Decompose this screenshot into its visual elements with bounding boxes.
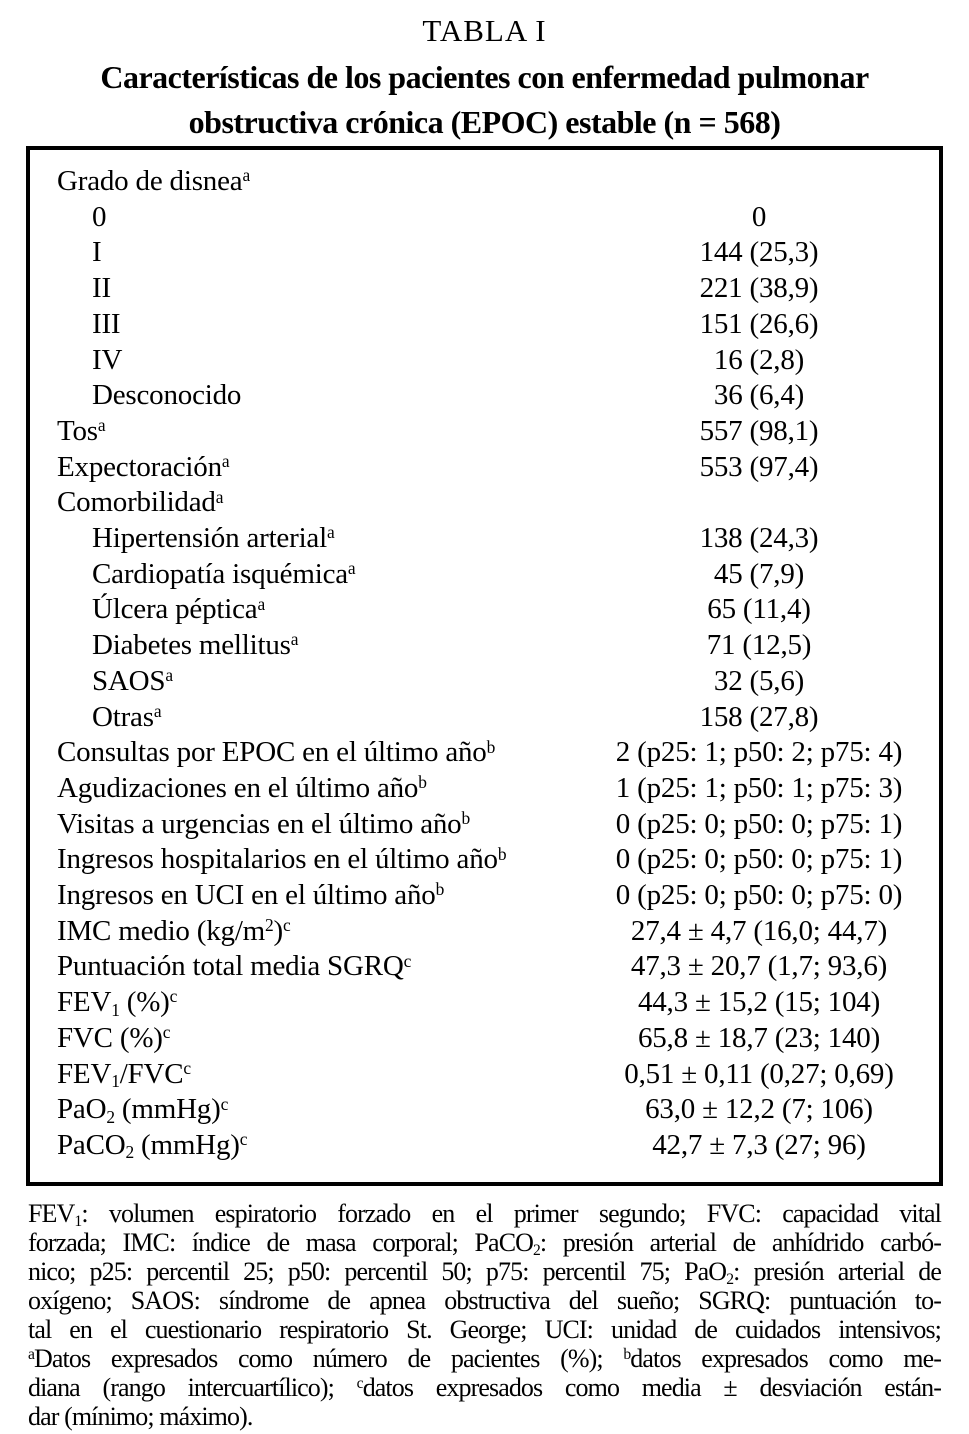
row-value: 158 (27,8) <box>699 700 819 733</box>
row-label: IMC medio $(kg/m^2)^c$ <box>57 914 291 947</box>
row-value: 0 (p25: 0; p50: 0; p75: 1) <box>615 807 903 840</box>
table-row <box>30 842 939 878</box>
row-label: Hipertensión arterial$^a$ <box>92 522 335 555</box>
row-label: II <box>92 272 111 305</box>
row-value: 144 (25,3) <box>699 236 819 269</box>
table-row <box>30 1021 939 1057</box>
row-label: Ingresos en UCI en el último año$^b$ <box>57 879 445 912</box>
table-row <box>30 807 939 843</box>
row-label: $FEV_1/FVC^c$ <box>57 1057 191 1091</box>
row-value: 65,8 ± 18,7 (23; 140) <box>637 1021 881 1054</box>
row-label: Diabetes mellitus$^a$ <box>92 629 299 662</box>
table-row <box>30 343 939 379</box>
row-value: 221 (38,9) <box>699 272 819 305</box>
footnote-line: oxígeno; SAOS: síndrome de apnea obstructiva del sueño; SGRQ: puntuación to- <box>28 1285 941 1315</box>
row-value: 71 (12,5) <box>706 629 812 662</box>
table-rows <box>30 164 939 1164</box>
row-label: IV <box>92 343 123 376</box>
row-value: 0 (p25: 0; p50: 0; p75: 0) <box>615 879 903 912</box>
row-value: 0 (p25: 0; p50: 0; p75: 1) <box>615 843 903 876</box>
footnote-line: diana (rango intercuartílico); $^c$datos expresados como media ± desviación están- <box>28 1372 941 1402</box>
row-label: Agudizaciones en el último año$^b$ <box>57 771 427 804</box>
footnote-line: tal en el cuestionario respiratorio St. George; UCI: unidad de cuidados intensivos; <box>28 1314 941 1344</box>
table-row <box>30 485 939 521</box>
table-row <box>30 735 939 771</box>
row-value: 63,0 ± 12,2 (7; 106) <box>645 1093 873 1126</box>
row-label: I <box>92 236 102 269</box>
table-row <box>30 1092 939 1128</box>
row-label: Consultas por EPOC en el último año$^b$ <box>57 736 496 769</box>
row-value: 0 <box>751 200 767 233</box>
footnote-line: $FEV_1$: volumen espiratorio forzado en el primer segundo; FVC: capacidad vital <box>28 1198 941 1230</box>
row-label: III <box>92 307 121 340</box>
table-row <box>30 378 939 414</box>
row-label: Tos$^a$ <box>57 414 106 447</box>
row-value: 44,3 ± 15,2 (15; 104) <box>637 986 881 1019</box>
row-value: 27,4 ± 4,7 (16,0; 44,7) <box>630 914 888 947</box>
table-body-box <box>26 146 943 1186</box>
table-title-line-1: Características de los pacientes con enfermedad pulmonar <box>100 59 869 95</box>
row-value: 2 (p25: 1; p50: 2; p75: 4) <box>615 736 903 769</box>
table-footnote <box>28 1199 941 1431</box>
table-row <box>30 200 939 236</box>
table-row <box>30 949 939 985</box>
row-label: FVC (%)$^c$ <box>57 1021 171 1054</box>
row-label: Úlcera péptica$^a$ <box>92 593 265 626</box>
row-label: Visitas a urgencias en el último año$^b$ <box>57 807 470 840</box>
row-label: Comorbilidad$^a$ <box>57 486 224 519</box>
row-label: 0 <box>92 200 107 233</box>
table-title-line-2: obstructiva crónica (EPOC) estable (n = 568) <box>188 104 781 140</box>
table-row <box>30 985 939 1021</box>
row-value: 16 (2,8) <box>713 343 805 376</box>
row-value: 1 (p25: 1; p50: 1; p75: 3) <box>615 771 903 804</box>
row-label: Grado de disnea$^a$ <box>57 165 250 197</box>
table-row <box>30 164 939 200</box>
row-value: 151 (26,6) <box>699 307 819 340</box>
table-row <box>30 771 939 807</box>
row-value: 65 (11,4) <box>707 593 811 626</box>
row-value: 557 (98,1) <box>699 414 819 447</box>
row-value: 45 (7,9) <box>713 557 805 590</box>
footnote-line: dar (mínimo; máximo). <box>28 1401 253 1431</box>
row-value: 36 (6,4) <box>713 379 805 412</box>
table-row <box>30 628 939 664</box>
row-value: 138 (24,3) <box>699 522 819 555</box>
table-row <box>30 450 939 486</box>
table-row <box>30 914 939 950</box>
table-row <box>30 521 939 557</box>
footnote-line: $^a$Datos expresados como número de pacientes (%); $^b$datos expresados como me- <box>28 1343 941 1373</box>
table-row <box>30 235 939 271</box>
footnote-line: nico; p25: percentil 25; p50: percentil 50; p75: percentil 75; PaO$_2$: presión arterial de <box>28 1256 941 1288</box>
table-row <box>30 592 939 628</box>
table-row <box>30 700 939 736</box>
table-row <box>30 557 939 593</box>
row-label: Cardiopatía isquémica$^a$ <box>92 557 356 590</box>
row-value: 0,51 ± 0,11 (0,27; 0,69) <box>624 1057 894 1090</box>
row-value: 553 (97,4) <box>699 450 819 483</box>
row-label: SAOS$^a$ <box>92 664 173 697</box>
table-row <box>30 1128 939 1164</box>
footnote-line: forzada; IMC: índice de masa corporal; PaCO$_2$: presión arterial de anhídrido carbó- <box>28 1227 941 1259</box>
row-label: $FEV_1$ (%)$^c$ <box>57 986 178 1020</box>
row-label: PaO$_2$ (mmHg)$^c$ <box>57 1093 229 1127</box>
row-label: Otras$^a$ <box>92 700 162 733</box>
row-label: Puntuación total media SGRQ$^c$ <box>57 950 412 983</box>
table-title <box>0 55 969 145</box>
row-value: 32 (5,6) <box>713 664 805 697</box>
row-value: 47,3 ± 20,7 (1,7; 93,6) <box>630 950 888 983</box>
table-row <box>30 307 939 343</box>
row-label: Desconocido <box>92 379 242 412</box>
row-value: 42,7 ± 7,3 (27; 96) <box>652 1128 866 1161</box>
table-row <box>30 664 939 700</box>
table-row <box>30 1057 939 1093</box>
row-label: Expectoración$^a$ <box>57 450 230 483</box>
row-label: PaCO$_2$ (mmHg)$^c$ <box>57 1128 248 1163</box>
table-row <box>30 878 939 914</box>
row-label: Ingresos hospitalarios en el último año$^b$ <box>57 843 507 876</box>
table-number: TABLA I <box>422 13 547 48</box>
table-row <box>30 414 939 450</box>
table-row <box>30 271 939 307</box>
